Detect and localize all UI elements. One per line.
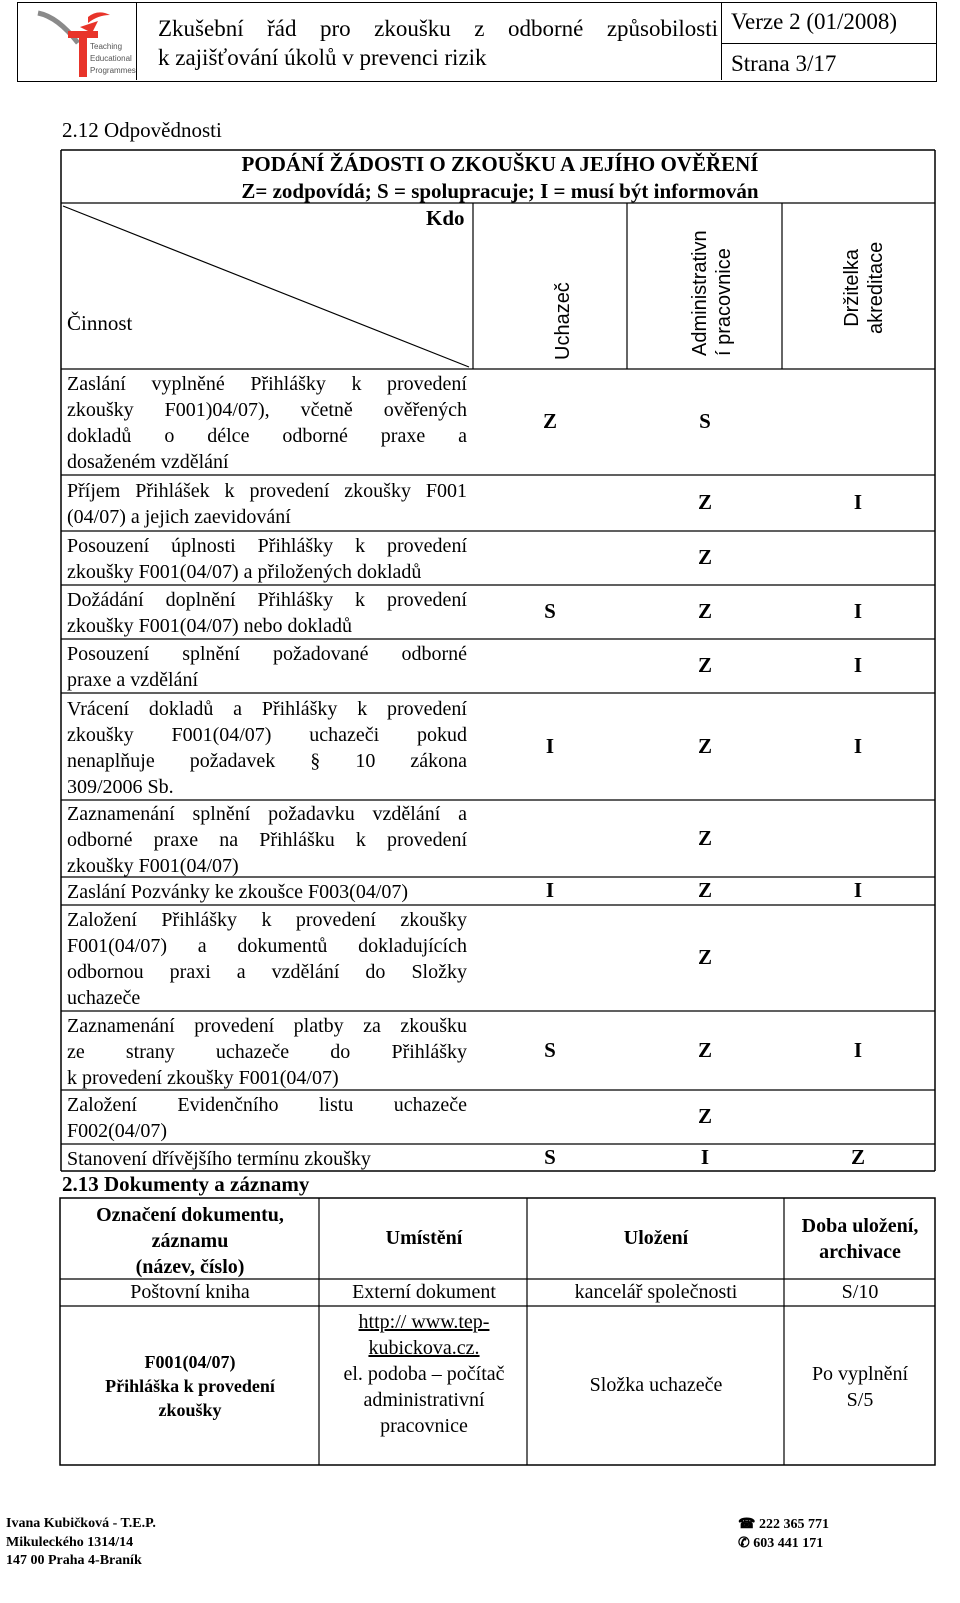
logo-line3: Programmes	[90, 66, 136, 75]
row-2-mark-col2: Z	[697, 490, 712, 514]
section-213-title: 2.13 Dokumenty a záznamy	[62, 1172, 310, 1196]
row-4-mark-col2: Z	[697, 599, 712, 623]
row-10-mark-col1: S	[544, 1037, 556, 1062]
row-2-line-2: (04/07) a jejich zaevidování	[67, 506, 291, 528]
doc-row2-location-line3: el. podoba – počítač	[343, 1363, 505, 1385]
row-12-mark-col1: S	[544, 1144, 556, 1169]
row-7-mark-col2: Z	[697, 825, 712, 850]
row-5-line-2: praxe a vzdělání	[67, 669, 199, 691]
kdo-label: Kdo	[426, 206, 465, 230]
row-1-line-1: Zaslání vyplněné Přihlášky k provedení	[67, 373, 467, 395]
doc-row2-name	[60, 1350, 320, 1422]
row-11-mark-col2: Z	[697, 1104, 712, 1128]
header-title-line2: k zajišťování úkolů v prevenci rizik	[158, 45, 487, 70]
row-11-line-1: Založení Evidenčního listu uchazeče	[67, 1094, 467, 1116]
doc-header-designation	[60, 1202, 320, 1280]
row-5-mark-col3: I	[853, 653, 863, 677]
row-3-mark-col2: Z	[697, 545, 712, 569]
row-2-mark-col3: I	[853, 490, 863, 514]
row-9-line-3: odbornou praxi a vzdělání do Složky	[67, 961, 467, 983]
row-9-line-2: F001(04/07) a dokumentů dokladujících	[67, 935, 467, 957]
footer-street: Mikuleckého 1314/14	[6, 1535, 134, 1550]
doc-row2-name-line3: zkoušky	[158, 1400, 222, 1420]
table-title-line1: PODÁNÍ ŽÁDOSTI O ZKOUŠKU A JEJÍHO OVĚŘENÍ	[241, 152, 759, 176]
row-9-line-4: uchazeče	[67, 987, 141, 1009]
row-9-line-1: Založení Přihlášky k provedení zkoušky	[67, 909, 467, 931]
doc-row2-name-line2: Přihláška k provedení	[105, 1376, 275, 1396]
phone-icon: ☎	[738, 1517, 756, 1532]
row-6-mark-col3: I	[853, 733, 863, 758]
header-title-line1: Zkušební řád pro zkoušku z odborné způsobilosti	[158, 16, 718, 41]
doc-header-retention-line1: Doba uložení,	[801, 1215, 919, 1237]
row-4-line-2: zkoušky F001(04/07) nebo dokladů	[67, 615, 352, 637]
row-1-mark-col2: S	[699, 409, 711, 433]
doc-row1-storage: kancelář společnosti	[574, 1281, 738, 1303]
footer-phone	[738, 1516, 829, 1533]
doc-row2-storage: Složka uchazeče	[589, 1374, 723, 1396]
row-10-mark-col2: Z	[697, 1037, 712, 1062]
row-4-mark-col1: S	[544, 599, 556, 623]
row-1-line-2: zkoušky F001)04/07), včetně ověřených	[67, 399, 467, 421]
row-6-line-3: nenaplňuje požadavek § 10 zákona	[67, 749, 467, 772]
doc-header-designation-line3: (název, číslo)	[135, 1256, 245, 1278]
row-4-line-1: Dožádání doplnění Přihlášky k provedení	[67, 589, 467, 611]
doc-row1-retention: S/10	[841, 1281, 879, 1303]
row-6-line-1: Vrácení dokladů a Přihlášky k provedení	[67, 697, 467, 720]
tep-logo	[18, 3, 137, 80]
column-header-drzitelka-line1: Držitelka	[841, 248, 863, 327]
row-10-line-1: Zaznamenání provedení platby za zkoušku	[67, 1014, 467, 1037]
row-10-mark-col3: I	[853, 1037, 863, 1062]
row-10-line-2: ze strany uchazeče do Přihlášky	[67, 1040, 467, 1063]
doc-row2-retention-line1: Po vyplnění	[811, 1363, 909, 1385]
column-header-admin-line1: Administrativn	[689, 230, 711, 356]
column-header-drzitelka	[840, 242, 888, 334]
row-1-mark-col1: Z	[542, 409, 557, 433]
row-2-line-1: Příjem Přihlášek k provedení zkoušky F001	[67, 480, 467, 502]
doc-row2-location-line5: pracovnice	[380, 1415, 468, 1437]
row-11-line-2: F002(04/07)	[67, 1120, 167, 1142]
row-8-line-1: Zaslání Pozvánky ke zkoušce F003(04/07)	[67, 881, 409, 903]
header-version: Verze 2 (01/2008)	[731, 9, 898, 34]
row-6-line-4: 309/2006 Sb.	[67, 775, 174, 798]
doc-header-retention-line2: archivace	[819, 1241, 901, 1263]
row-6-mark-col1: I	[545, 733, 555, 758]
row-6-mark-col2: Z	[697, 733, 712, 758]
row-3-line-2: zkoušky F001(04/07) a přiložených dokladů	[67, 561, 422, 583]
header-page-number: Strana 3/17	[731, 51, 837, 76]
row-8-mark-col2: Z	[697, 878, 712, 902]
logo-line2: Educational	[90, 54, 132, 63]
doc-header-location: Umístění	[385, 1227, 463, 1249]
page-header	[17, 2, 937, 82]
row-4-mark-col3: I	[853, 599, 863, 623]
column-header-admin-line2: í pracovnice	[713, 248, 735, 356]
row-12-line-1: Stanovení dřívějšího termínu zkoušky	[67, 1147, 371, 1170]
footer-city: 147 00 Praha 4-Braník	[6, 1553, 142, 1568]
doc-header-designation-line2: záznamu	[151, 1230, 229, 1252]
doc-header-storage: Uložení	[623, 1227, 689, 1249]
row-7-line-2: odborné praxe na Přihlášku k provedení	[67, 828, 467, 851]
column-header-admin	[688, 230, 736, 356]
row-1-line-3: dokladů o délce odborné praxe a	[67, 425, 467, 447]
row-12-mark-col2: I	[700, 1144, 710, 1169]
section-212-title: 2.12 Odpovědnosti	[62, 118, 222, 142]
doc-header-retention	[785, 1213, 935, 1265]
row-5-mark-col2: Z	[697, 653, 712, 677]
row-7-line-1: Zaznamenání splnění požadavku vzdělání a	[67, 802, 467, 825]
column-header-drzitelka-line2: akreditace	[865, 241, 887, 334]
website-link-cont[interactable]: kubickova.cz.	[368, 1337, 480, 1359]
table-title-line2: Z= zodpovídá; S = spolupracuje; I = musí být informován	[241, 179, 759, 203]
row-12-mark-col3: Z	[850, 1144, 865, 1169]
logo-graphic	[18, 3, 136, 80]
doc-row1-name: Poštovní kniha	[130, 1281, 250, 1303]
website-link[interactable]: http:// www.tep-	[358, 1311, 490, 1333]
row-3-line-1: Posouzení úplnosti Přihlášky k provedení	[67, 535, 467, 557]
logo-line1: Teaching	[90, 42, 123, 51]
doc-row2-name-line1: F001(04/07)	[144, 1352, 236, 1372]
row-5-line-1: Posouzení splnění požadované odborné	[67, 643, 467, 665]
doc-row2-retention	[785, 1361, 935, 1413]
row-9-mark-col2: Z	[697, 945, 712, 969]
row-8-mark-col3: I	[853, 878, 863, 902]
doc-row2-location	[320, 1309, 528, 1439]
row-7-line-3: zkoušky F001(04/07)	[67, 854, 239, 877]
row-6-line-2: zkoušky F001(04/07) uchazeči pokud	[67, 723, 467, 746]
cinnost-label: Činnost	[67, 311, 133, 335]
footer-mobile-number: 603 441 171	[753, 1536, 824, 1551]
footer-phone-number: 222 365 771	[758, 1517, 829, 1532]
row-1-line-4: dosaženém vzdělání	[67, 451, 229, 473]
row-8-mark-col1: I	[545, 878, 555, 902]
doc-row2-retention-line2: S/5	[846, 1389, 874, 1411]
footer-name: Ivana Kubičková - T.E.P.	[6, 1516, 156, 1531]
doc-row1-location: Externí dokument	[352, 1281, 496, 1303]
doc-row2-location-line4: administrativní	[363, 1389, 485, 1411]
row-10-line-3: k provedení zkoušky F001(04/07)	[67, 1066, 339, 1089]
footer-mobile	[738, 1535, 823, 1552]
mobile-icon: ✆	[738, 1536, 750, 1551]
column-header-uchazec: Uchazeč	[552, 282, 574, 360]
doc-header-designation-line1: Označení dokumentu,	[96, 1204, 284, 1226]
